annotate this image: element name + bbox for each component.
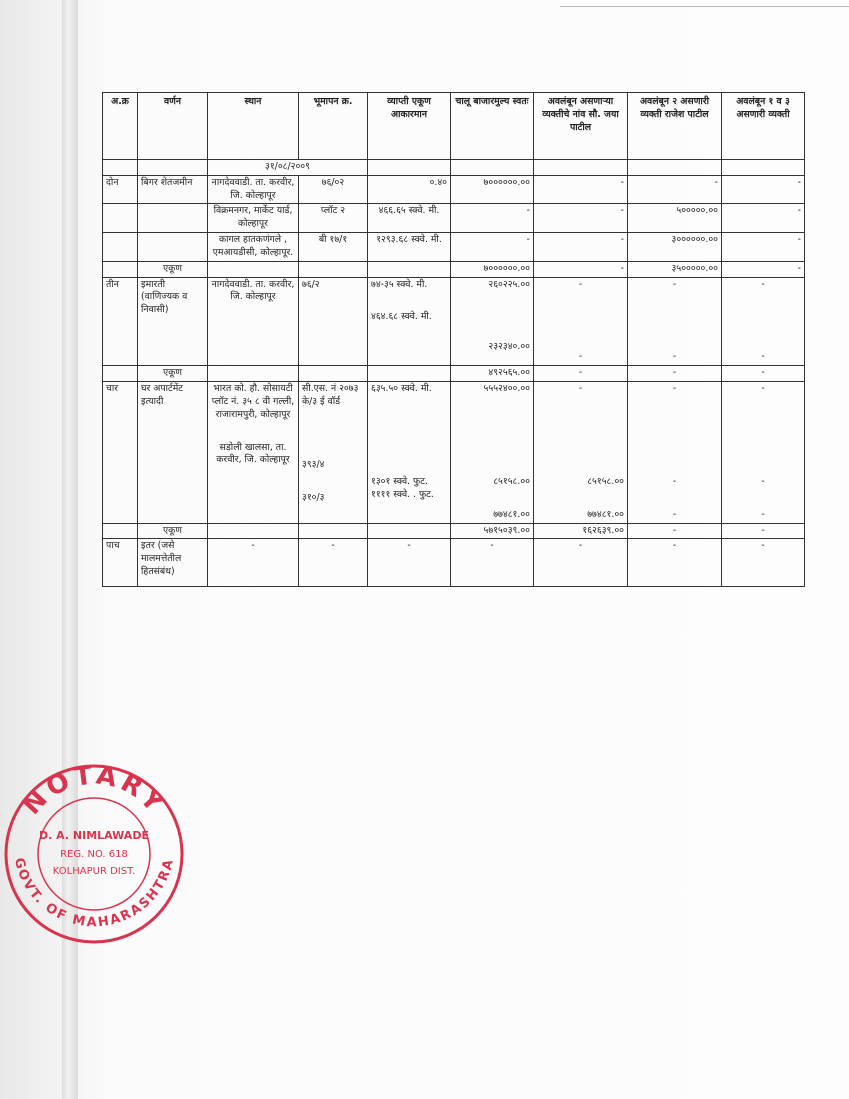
- total-value: ३५०००००.००: [628, 261, 722, 277]
- table-row: [103, 539, 805, 587]
- section-desc: बिगर शेतजमीन: [138, 175, 208, 204]
- dash-cell: -: [628, 523, 722, 539]
- area-line-1: ७४-३५ स्क्वे. मी.: [371, 278, 428, 290]
- location-cell: नागदेववाडी. ता. करवीर, जि. कोल्हापूर: [208, 277, 299, 366]
- section-no: दोन: [103, 175, 138, 204]
- date-cell: ३१/०८/२००९: [208, 160, 368, 176]
- section-desc: इमारती (वाणिज्यक व निवासी): [138, 277, 208, 366]
- value-cell: ३००००००.००: [628, 233, 722, 262]
- survey-cell: ७६/२: [299, 277, 368, 366]
- survey-cell: ७६/०२: [299, 175, 368, 204]
- survey-line-2: ३९३/४: [302, 458, 325, 470]
- dash-cell: -: [208, 539, 299, 587]
- value-cell: ७००००००.००: [451, 175, 534, 204]
- header-description: वर्णन: [138, 93, 208, 160]
- dash-cell: -: [534, 261, 628, 277]
- header-survey-no: भूमापन क्र.: [299, 93, 368, 160]
- total-row: [103, 261, 805, 277]
- area-cell: ४६६.६५ स्क्वे. मी.: [368, 204, 451, 233]
- total-value: ४९२५६५.००: [451, 366, 534, 382]
- dash-cell: -: [534, 366, 628, 382]
- area-line-2: १३०१ स्क्वे. फुट.: [371, 475, 428, 487]
- area-cell: ०.४०: [368, 175, 451, 204]
- stamp-reg: REG. NO. 618: [60, 849, 128, 860]
- dep1-line-1: ८५१५८.००: [587, 475, 624, 487]
- survey-line-1: सी.एस. नं २०७३ के/३ ई वॉर्ड: [302, 383, 359, 407]
- header-dependent-2: अवलंबून २ असणारी व्यक्ती राजेश पाटील: [628, 93, 722, 160]
- header-dependent-1: अवलंबून असणाऱ्या व्यक्तीचे नांव सौ. जया पाटील: [534, 93, 628, 160]
- value-line-2: २३२३४०.००: [488, 341, 530, 353]
- dash-cell: -: [451, 233, 534, 262]
- total-value: १६२६३९.००: [534, 523, 628, 539]
- dep1-line-2: ७७४८१.००: [587, 508, 624, 520]
- dash-cell: -: [722, 366, 805, 382]
- dash-cell: -: [722, 175, 805, 204]
- dash-cell: -: [722, 233, 805, 262]
- total-label: एकूण: [138, 523, 208, 539]
- date-row: [103, 160, 805, 176]
- table-header-row: [103, 93, 805, 160]
- value-cell: ५०००००.००: [628, 204, 722, 233]
- assets-table: [102, 92, 805, 587]
- dash-cell: - -: [628, 277, 722, 366]
- area-line-3: ११११ स्क्वे. . फुट.: [371, 488, 434, 500]
- dash-cell: -: [722, 204, 805, 233]
- survey-cell: प्लॉट २: [299, 204, 368, 233]
- section-no: चार: [103, 382, 138, 523]
- location-cell: [208, 382, 299, 523]
- total-label: एकूण: [138, 261, 208, 277]
- section-desc: घर अपार्टमेंट इत्यादी: [138, 382, 208, 523]
- top-border-line: [560, 6, 849, 7]
- dash-cell: -: [722, 523, 805, 539]
- value-line-1: २६०२२५.००: [488, 278, 530, 290]
- total-label: एकूण: [138, 366, 208, 382]
- header-dependent-3: अवलंबून १ व ३ असणारी व्यक्ती: [722, 93, 805, 160]
- location-line-2: सडोली खालसा, ता. करवीर, जि. कोल्हापूर: [216, 441, 290, 466]
- notary-stamp: [0, 754, 194, 944]
- stamp-name: D. A. NIMLAWADE: [39, 829, 149, 842]
- header-market-value: चालू बाजारमुल्य स्वतः: [451, 93, 534, 160]
- dash-cell: -: [299, 539, 368, 587]
- dash-cell: -: [534, 204, 628, 233]
- value-line-3: ७७४८१.००: [493, 508, 530, 520]
- dash-cell: - -: [534, 277, 628, 366]
- table-row: [103, 204, 805, 233]
- table-row: [103, 175, 805, 204]
- header-sr-no: अ.क्र: [103, 93, 138, 160]
- area-cell: १२९३.६८ स्क्वे. मी.: [368, 233, 451, 262]
- dash-cell: -: [451, 539, 534, 587]
- survey-cell: [299, 382, 368, 523]
- area-cell: [368, 277, 451, 366]
- total-row: [103, 523, 805, 539]
- dependent-1-cell: - ८५१५८.०० ७७४८१.००: [534, 382, 628, 523]
- header-location: स्थान: [208, 93, 299, 160]
- dash-cell: -: [628, 539, 722, 587]
- location-cell: विक्रमनगर, मार्केट यार्ड, कोल्हापूर: [208, 204, 299, 233]
- value-line-2: ८५१५८.००: [493, 475, 530, 487]
- area-line-2: ४६४.६८ स्क्वे. मी.: [371, 311, 432, 323]
- dash-cell: -: [722, 261, 805, 277]
- dash-cell: -: [628, 366, 722, 382]
- dash-cell: -: [368, 539, 451, 587]
- survey-line-3: ३१०/३: [302, 491, 325, 503]
- stamp-bottom-text: GOVT. OF MAHARASHTRA: [10, 856, 178, 931]
- dash-cell: - - -: [628, 382, 722, 523]
- section-no: तीन: [103, 277, 138, 366]
- table-row: [103, 277, 805, 366]
- location-line-1: भारत को. हौ. सोसायटी प्लॉट नं. ३५ ८ वी गल्ली, राजारामपुरी, कोल्हापूर: [211, 383, 295, 420]
- value-line-1: ५५५२४००.००: [483, 383, 530, 395]
- stamp-place: KOLHAPUR DIST.: [52, 866, 136, 877]
- stamp-top-text: NOTARY: [16, 760, 172, 821]
- dash-cell: - - -: [722, 382, 805, 523]
- dash-cell: -: [534, 175, 628, 204]
- header-area: व्याप्ती एकूण आकारमान: [368, 93, 451, 160]
- area-line-1: ६३५.५० स्क्वे. मी.: [371, 383, 432, 395]
- dash-cell: -: [534, 539, 628, 587]
- value-cell: [451, 382, 534, 523]
- dash-cell: -: [628, 175, 722, 204]
- dash-cell: -: [451, 204, 534, 233]
- dash-cell: - -: [722, 277, 805, 366]
- table-row: [103, 233, 805, 262]
- total-value: ५७१५०३९.००: [451, 523, 534, 539]
- section-desc: इतर (जसे मालमत्तेतील हितसंबंध): [138, 539, 208, 587]
- table-row: [103, 382, 805, 523]
- dash-cell: -: [534, 233, 628, 262]
- survey-cell: बी १७/१: [299, 233, 368, 262]
- location-cell: कागल हातकणंगले , एमआयडीसी, कोल्हापूर.: [208, 233, 299, 262]
- value-cell: [451, 277, 534, 366]
- total-row: [103, 366, 805, 382]
- location-cell: नागदेववाडी. ता. करवीर, जि. कोल्हापूर: [208, 175, 299, 204]
- total-value: ७००००००.००: [451, 261, 534, 277]
- section-no: पाच: [103, 539, 138, 587]
- dash-cell: -: [722, 539, 805, 587]
- area-cell: [368, 382, 451, 523]
